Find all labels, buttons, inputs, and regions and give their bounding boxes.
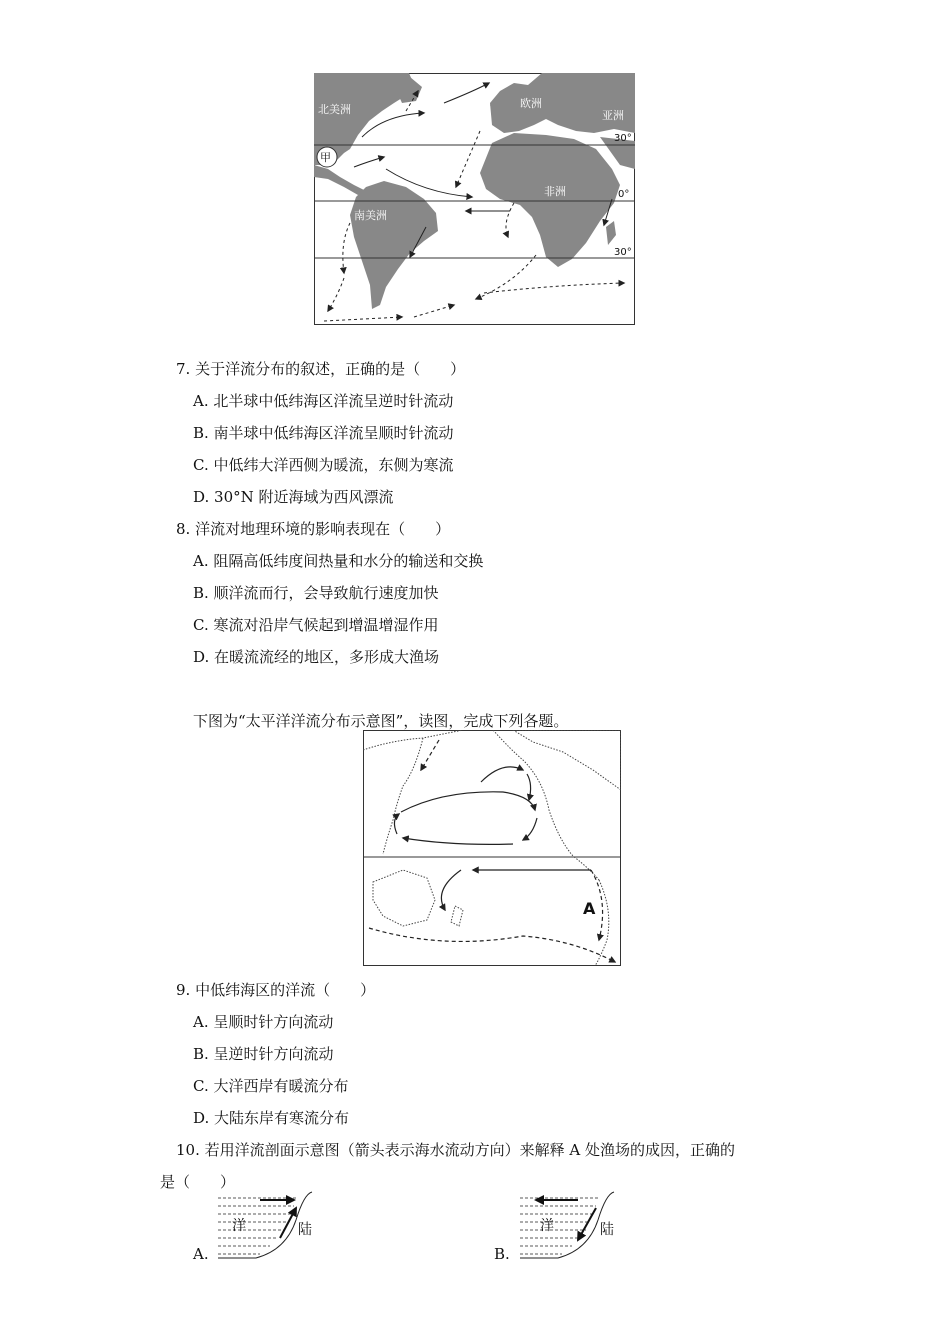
q8-option-d[interactable]: D. 在暖流流经的地区，多形成大渔场 (193, 648, 440, 666)
q9-option-d[interactable]: D. 大陆东岸有寒流分布 (193, 1109, 350, 1127)
lat-30n-label: 30° (614, 133, 632, 144)
ocean-label: 洋 (540, 1218, 554, 1234)
q8-stem: 8. 洋流对地理环境的影响表现在（ ） (176, 520, 451, 538)
land-label: 陆 (600, 1222, 614, 1238)
q7-option-d[interactable]: D. 30°N 附近海域为西风漂流 (193, 488, 394, 506)
flow-arrow (280, 1208, 296, 1238)
q10-stem-line2: 是（ ） (160, 1173, 236, 1191)
north-america-label: 北美洲 (318, 103, 351, 116)
q10-option-a-diagram[interactable] (216, 1190, 322, 1262)
q7-option-c[interactable]: C. 中低纬大洋西侧为暖流，东侧为寒流 (193, 456, 454, 474)
q7-option-a[interactable]: A. 北半球中低纬海区洋流呈逆时针流动 (193, 392, 454, 410)
q8-option-c[interactable]: C. 寒流对沿岸气候起到增温增湿作用 (193, 616, 439, 634)
q10-stem-line1: 10. 若用洋流剖面示意图（箭头表示海水流动方向）来解释 A 处渔场的成因，正确的 (176, 1141, 735, 1159)
q9-stem: 9. 中低纬海区的洋流（ ） (176, 981, 376, 999)
pacific-current-map (363, 730, 621, 966)
q10-option-b-letter[interactable]: B. (494, 1245, 510, 1263)
atlantic-current-map (314, 73, 635, 325)
q10-option-b-diagram[interactable] (518, 1190, 624, 1262)
q9-option-b[interactable]: B. 呈逆时针方向流动 (193, 1045, 334, 1063)
land-label: 陆 (298, 1222, 312, 1238)
jia-label: 甲 (320, 151, 331, 164)
q10-option-a-letter[interactable]: A. (193, 1245, 209, 1263)
lat-30s-label: 30° (614, 247, 632, 258)
africa-label: 非洲 (544, 185, 566, 198)
q8-option-b[interactable]: B. 顺洋流而行，会导致航行速度加快 (193, 584, 439, 602)
flow-arrow (578, 1208, 596, 1240)
q9-option-c[interactable]: C. 大洋西岸有暖流分布 (193, 1077, 349, 1095)
q9-option-a[interactable]: A. 呈顺时针方向流动 (193, 1013, 334, 1031)
q7-option-b[interactable]: B. 南半球中低纬海区洋流呈顺时针流动 (193, 424, 454, 442)
south-america-label: 南美洲 (354, 209, 387, 222)
asia-label: 亚洲 (602, 109, 624, 122)
q8-option-a[interactable]: A. 阻隔高低纬度间热量和水分的输送和交换 (193, 552, 484, 570)
lat-0-label: 0° (618, 189, 630, 200)
pacific-intro-text: 下图为“太平洋洋流分布示意图”，读图，完成下列各题。 (193, 712, 569, 730)
q7-stem: 7. 关于洋流分布的叙述，正确的是（ ） (176, 360, 466, 378)
point-a-label: A (583, 899, 596, 918)
ocean-label: 洋 (232, 1218, 246, 1234)
europe-label: 欧洲 (520, 97, 542, 110)
